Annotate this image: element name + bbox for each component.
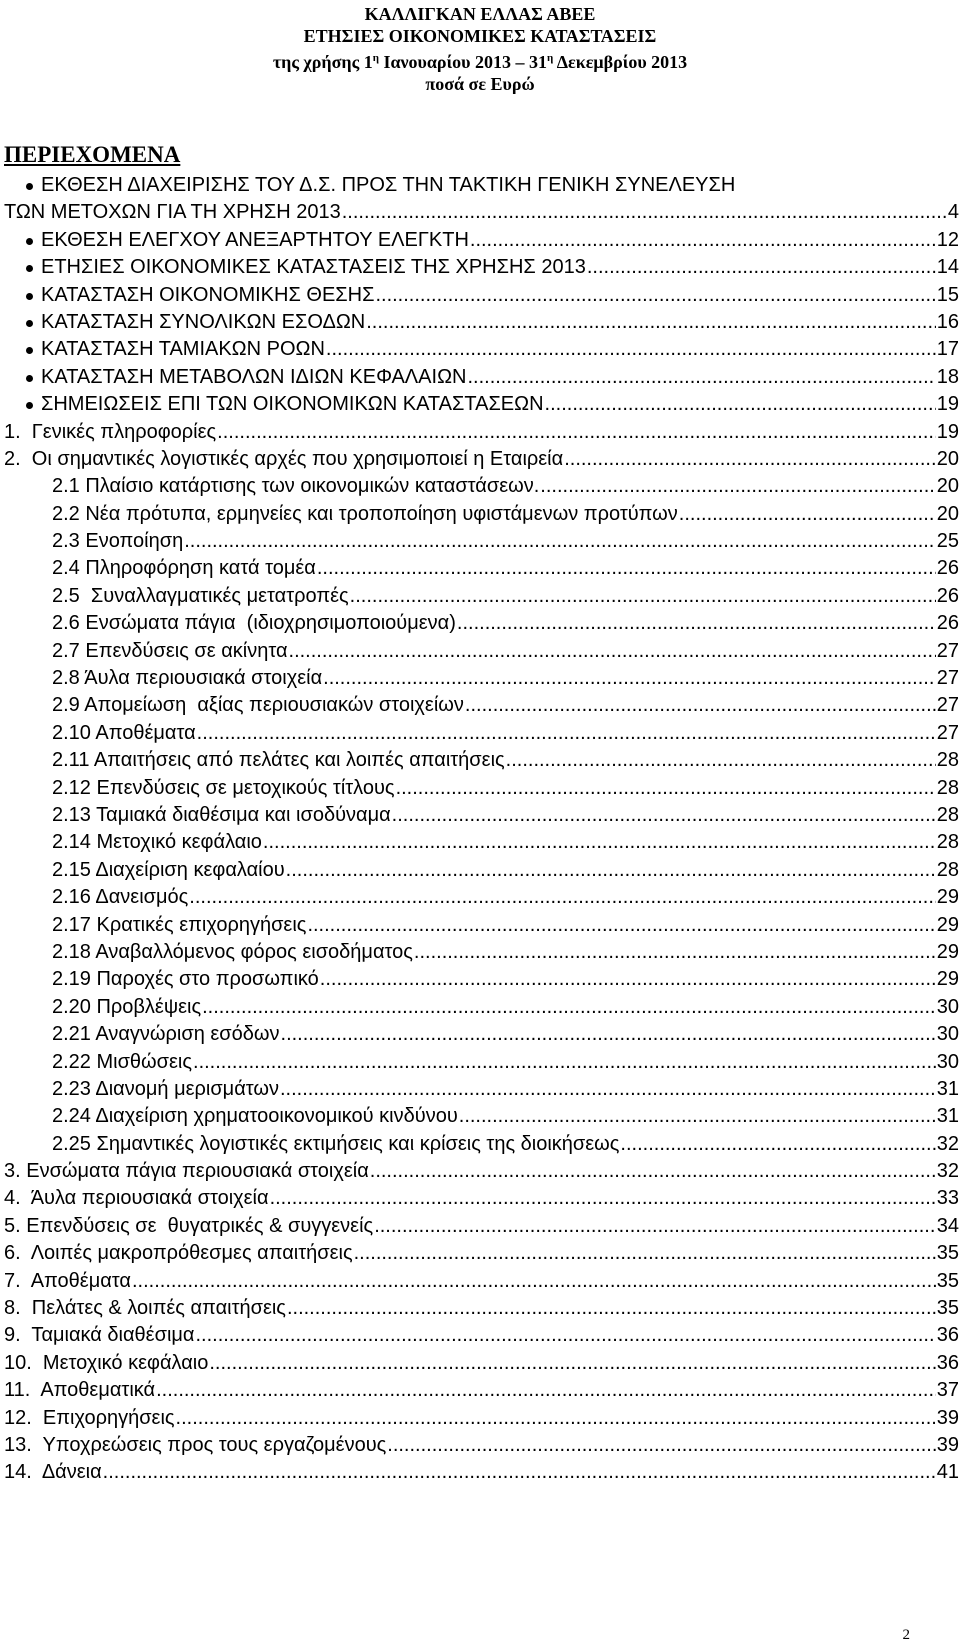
- toc-entry-title: 2. Οι σημαντικές λογιστικές αρχές που χρησιμοποιεί η Εταιρεία: [4, 447, 564, 470]
- toc-entry-page: 30: [936, 995, 959, 1018]
- toc-entry-title: 2.2 Νέα πρότυπα, ερμηνείες και τροποποίηση υφιστάμενων προτύπων: [52, 502, 678, 525]
- leader-dots: [470, 227, 936, 254]
- leader-dots: [270, 1185, 936, 1212]
- period-part-b: Ιανουαρίου 2013 – 31: [378, 52, 547, 72]
- toc-entry-page: 29: [936, 940, 959, 963]
- toc-entry-title: 4. Άυλα περιουσιακά στοιχεία: [4, 1187, 269, 1210]
- leader-dots: [263, 829, 936, 856]
- toc-entry-page: 30: [936, 1050, 959, 1073]
- period-sup-a: η: [372, 52, 379, 64]
- toc-entry-title: 2.5 Συναλλαγματικές μετατροπές: [52, 584, 349, 607]
- leader-dots: [587, 254, 936, 281]
- leader-dots: [465, 692, 936, 719]
- toc-entry-title: 2.9 Απομείωση αξίας περιουσιακών στοιχείων: [52, 694, 464, 717]
- toc-entry[interactable]: [4, 501, 959, 528]
- toc-entry-page: 35: [936, 1297, 959, 1320]
- toc-entry[interactable]: [4, 446, 959, 473]
- leader-dots: [679, 501, 936, 528]
- table-of-contents: [4, 172, 959, 1487]
- toc-entry-title: 13. Υποχρεώσεις προς τους εργαζομένους: [4, 1433, 387, 1456]
- toc-entry-page: 28: [936, 776, 959, 799]
- leader-dots: [545, 391, 936, 418]
- toc-entry-page: 26: [936, 612, 959, 635]
- leader-dots: [287, 1295, 936, 1322]
- toc-entry-page: 19: [936, 393, 959, 416]
- leader-dots: [317, 555, 936, 582]
- toc-entry[interactable]: [4, 1459, 959, 1486]
- leader-dots: [195, 1322, 935, 1349]
- toc-entry-page: 14: [936, 256, 959, 279]
- toc-entry-title: 2.6 Ενσώματα πάγια (ιδιοχρησιμοποιούμενα): [52, 612, 456, 635]
- toc-entry-page: 30: [936, 1023, 959, 1046]
- toc-entry-title: 2.16 Δανεισμός: [52, 886, 189, 909]
- toc-entry-title: 2.12 Επενδύσεις σε μετοχικούς τίτλους: [52, 776, 395, 799]
- document-header: [0, 3, 960, 95]
- toc-entry-page: 34: [936, 1214, 959, 1237]
- leader-dots: [506, 747, 936, 774]
- toc-entry-page: 28: [936, 749, 959, 772]
- toc-entry-title: 2.25 Σημαντικές λογιστικές εκτιμήσεις και κρίσεις της διοικήσεως: [52, 1132, 620, 1155]
- toc-entry-title: 6. Λοιπές μακροπρόθεσμες απαιτήσεις: [4, 1242, 353, 1265]
- toc-entry-page: 31: [936, 1105, 959, 1128]
- toc-entry[interactable]: [4, 610, 959, 637]
- toc-entry-title: 2.17 Κρατικές επιχορηγήσεις: [52, 913, 307, 936]
- toc-entry-page: 28: [936, 831, 959, 854]
- leader-dots: [414, 939, 936, 966]
- toc-entry[interactable]: [4, 364, 959, 391]
- toc-entry[interactable]: [4, 227, 959, 254]
- leader-dots: [323, 665, 936, 692]
- toc-entry[interactable]: [4, 665, 959, 692]
- period-sup-b: η: [547, 52, 554, 64]
- toc-entry[interactable]: [4, 1350, 959, 1377]
- toc-entry-page: 28: [936, 803, 959, 826]
- toc-entry-page: 29: [936, 886, 959, 909]
- toc-entry-title: 2.24 Διαχείριση χρηματοοικονομικού κινδύνου: [52, 1105, 458, 1128]
- toc-entry-page: 35: [936, 1242, 959, 1265]
- toc-entry-page: 20: [936, 502, 959, 525]
- toc-entry[interactable]: [4, 1432, 959, 1459]
- toc-entry[interactable]: [4, 555, 959, 582]
- leader-dots: [392, 802, 936, 829]
- leader-dots: [156, 1377, 936, 1404]
- leader-dots: [286, 857, 936, 884]
- leader-dots: [540, 473, 935, 500]
- toc-entry-page: 26: [936, 584, 959, 607]
- toc-entry[interactable]: [4, 638, 959, 665]
- leader-dots: [217, 419, 936, 446]
- document-subtitle: ΕΤΗΣΙΕΣ ΟΙΚΟΝΟΜΙΚΕΣ ΚΑΤΑΣΤΑΣΕΙΣ: [303, 26, 657, 46]
- toc-entry-page: 31: [936, 1077, 959, 1100]
- toc-entry-page: 25: [936, 530, 959, 553]
- toc-entry[interactable]: [4, 1021, 959, 1048]
- leader-dots: [320, 966, 936, 993]
- toc-entry-page: 32: [936, 1160, 959, 1183]
- toc-entry[interactable]: [4, 1049, 959, 1076]
- leader-dots: [366, 309, 936, 336]
- toc-entry-page: 15: [936, 283, 959, 306]
- toc-entry[interactable]: [4, 1295, 959, 1322]
- toc-entry[interactable]: [4, 829, 959, 856]
- toc-entry-title: 2.21 Αναγνώριση εσόδων: [52, 1023, 280, 1046]
- toc-entry-title: ΣΗΜΕΙΩΣΕΙΣ ΕΠΙ ΤΩΝ ΟΙΚΟΝΟΜΙΚΩΝ ΚΑΤΑΣΤΑΣΕΩΝ: [41, 393, 544, 416]
- period-part-c: Δεκεμβρίου 2013: [553, 52, 688, 72]
- toc-entry[interactable]: [4, 966, 959, 993]
- toc-entry-title: ΤΩΝ ΜΕΤΟΧΩΝ ΓΙΑ ΤΗ ΧΡΗΣΗ 2013: [4, 201, 341, 224]
- toc-entry-page: 33: [936, 1187, 959, 1210]
- toc-entry-title: 8. Πελάτες & λοιπές απαιτήσεις: [4, 1297, 286, 1320]
- toc-entry[interactable]: [4, 309, 959, 336]
- toc-entry-page: 18: [936, 365, 959, 388]
- toc-entry-title: 9. Ταμιακά διαθέσιμα: [4, 1324, 195, 1347]
- toc-entry[interactable]: [4, 583, 959, 610]
- toc-entry-title: 2.14 Μετοχικό κεφάλαιο: [52, 831, 262, 854]
- toc-entry-page: 27: [936, 721, 959, 744]
- leader-dots: [342, 199, 947, 226]
- toc-entry-title: 1. Γενικές πληροφορίες: [4, 420, 217, 443]
- bullet-icon: [26, 375, 33, 382]
- toc-entry-title: 2.23 Διανομή μερισμάτων: [52, 1077, 279, 1100]
- leader-dots: [281, 1021, 936, 1048]
- toc-entry[interactable]: [4, 994, 959, 1021]
- bullet-icon: [26, 293, 33, 300]
- toc-entry[interactable]: [4, 1103, 959, 1130]
- toc-entry[interactable]: [4, 254, 959, 281]
- toc-entry-title: 2.3 Ενοποίηση: [52, 530, 184, 553]
- leader-dots: [202, 994, 936, 1021]
- toc-entry[interactable]: [4, 1131, 959, 1158]
- toc-entry-title: 2.22 Μισθώσεις: [52, 1050, 193, 1073]
- toc-entry-page: 41: [936, 1461, 959, 1484]
- toc-entry-title: 2.7 Επενδύσεις σε ακίνητα: [52, 639, 288, 662]
- toc-entry-title: 2.4 Πληροφόρηση κατά τομέα: [52, 557, 316, 580]
- toc-entry-page: 20: [936, 475, 959, 498]
- leader-dots: [396, 775, 936, 802]
- toc-entry-title: 7. Αποθέματα: [4, 1269, 131, 1292]
- toc-entry-page: 20: [936, 447, 959, 470]
- toc-entry[interactable]: [4, 1158, 959, 1185]
- toc-entry[interactable]: [4, 1405, 959, 1432]
- toc-entry-title: ΕΚΘΕΣΗ ΔΙΑΧΕΙΡΙΣΗΣ ΤΟΥ Δ.Σ. ΠΡΟΣ ΤΗΝ ΤΑΚΤΙΚΗ ΓΕΝΙΚΗ ΣΥΝΕΛΕΥΣΗ: [41, 174, 736, 196]
- toc-entry-title: ΚΑΤΑΣΤΑΣΗ ΤΑΜΙΑΚΩΝ ΡΟΩΝ: [41, 338, 325, 361]
- toc-entry-title: 14. Δάνεια: [4, 1461, 102, 1484]
- period-part-a: της χρήσης 1: [272, 52, 373, 72]
- toc-title: ΠΕΡΙΕΧΟΜΕΝΑ: [4, 142, 181, 167]
- toc-entry-page: 36: [936, 1351, 959, 1374]
- toc-entry-page: 16: [936, 310, 959, 333]
- toc-entry-title: ΚΑΤΑΣΤΑΣΗ ΣΥΝΟΛΙΚΩΝ ΕΣΟΔΩΝ: [41, 310, 366, 333]
- toc-entry-title: 3. Ενσώματα πάγια περιουσιακά στοιχεία: [4, 1160, 369, 1183]
- toc-entry-page: 29: [936, 968, 959, 991]
- toc-entry-title: ΚΑΤΑΣΤΑΣΗ ΜΕΤΑΒΟΛΩΝ ΙΔΙΩΝ ΚΕΦΑΛΑΙΩΝ: [41, 365, 467, 388]
- leader-dots: [289, 638, 936, 665]
- toc-entry[interactable]: [4, 775, 959, 802]
- toc-entry-page: 37: [936, 1379, 959, 1402]
- toc-entry-page: 28: [936, 858, 959, 881]
- toc-entry[interactable]: [4, 199, 959, 226]
- leader-dots: [176, 1405, 936, 1432]
- toc-entry-title: 5. Επενδύσεις σε θυγατρικές & συγγενείς: [4, 1214, 374, 1237]
- toc-entry-title: ΕΤΗΣΙΕΣ ΟΙΚΟΝΟΜΙΚΕΣ ΚΑΤΑΣΤΑΣΕΙΣ ΤΗΣ ΧΡΗΣΗΣ 2013: [41, 256, 586, 279]
- page-number: 2: [902, 1627, 910, 1643]
- leader-dots: [209, 1350, 935, 1377]
- leader-dots: [467, 364, 935, 391]
- toc-entry-title: 2.10 Αποθέματα: [52, 721, 196, 744]
- toc-entry-page: 39: [936, 1433, 959, 1456]
- toc-entry-page: 17: [936, 338, 959, 361]
- leader-dots: [197, 720, 936, 747]
- toc-entry[interactable]: [4, 747, 959, 774]
- toc-entry[interactable]: [4, 1076, 959, 1103]
- toc-entry[interactable]: [4, 692, 959, 719]
- toc-entry[interactable]: [4, 172, 959, 199]
- leader-dots: [370, 1158, 936, 1185]
- toc-entry-title: 2.1 Πλαίσιο κατάρτισης των οικονομικών καταστάσεων.: [52, 475, 540, 498]
- leader-dots: [457, 610, 936, 637]
- leader-dots: [350, 583, 936, 610]
- toc-entry[interactable]: [4, 473, 959, 500]
- bullet-icon: [26, 238, 33, 245]
- toc-entry[interactable]: [4, 912, 959, 939]
- leader-dots: [564, 446, 936, 473]
- toc-entry[interactable]: [4, 1268, 959, 1295]
- toc-entry-page: 26: [936, 557, 959, 580]
- bullet-icon: [26, 183, 33, 190]
- leader-dots: [103, 1459, 936, 1486]
- toc-entry-title: 2.20 Προβλέψεις: [52, 995, 202, 1018]
- toc-entry-page: 12: [936, 228, 959, 251]
- toc-entry[interactable]: [4, 391, 959, 418]
- currency-note: ποσά σε Ευρώ: [425, 74, 535, 94]
- toc-entry-title: 2.18 Αναβαλλόμενος φόρος εισοδήματος: [52, 940, 413, 963]
- leader-dots: [189, 884, 935, 911]
- bullet-icon: [26, 320, 33, 327]
- toc-entry-page: 35: [936, 1269, 959, 1292]
- leader-dots: [280, 1076, 936, 1103]
- toc-entry[interactable]: [4, 939, 959, 966]
- toc-entry-title: 2.15 Διαχείριση κεφαλαίου: [52, 858, 285, 881]
- reporting-period: [0, 47, 960, 73]
- toc-entry-page: 27: [936, 639, 959, 662]
- leader-dots: [307, 912, 935, 939]
- toc-entry-title: ΕΚΘΕΣΗ ΕΛΕΓΧΟΥ ΑΝΕΞΑΡΤΗΤΟΥ ΕΛΕΓΚΤΗ: [41, 228, 469, 251]
- toc-entry-title: 2.11 Απαιτήσεις από πελάτες και λοιπές απαιτήσεις: [52, 749, 505, 772]
- toc-entry-page: 32: [936, 1132, 959, 1155]
- leader-dots: [184, 528, 936, 555]
- toc-entry[interactable]: [4, 1185, 959, 1212]
- toc-entry-title: 2.8 Άυλα περιουσιακά στοιχεία: [52, 667, 323, 690]
- toc-entry-title: 2.19 Παροχές στο προσωπικό: [52, 968, 319, 991]
- leader-dots: [375, 282, 935, 309]
- toc-entry[interactable]: [4, 1240, 959, 1267]
- toc-entry[interactable]: [4, 857, 959, 884]
- toc-entry-page: 29: [936, 913, 959, 936]
- toc-entry-title: ΚΑΤΑΣΤΑΣΗ ΟΙΚΟΝΟΜΙΚΗΣ ΘΕΣΗΣ: [41, 283, 375, 306]
- toc-entry[interactable]: [4, 282, 959, 309]
- toc-entry[interactable]: [4, 884, 959, 911]
- leader-dots: [193, 1049, 936, 1076]
- leader-dots: [374, 1213, 936, 1240]
- toc-entry-page: 27: [936, 667, 959, 690]
- toc-entry[interactable]: [4, 336, 959, 363]
- toc-entry-title: 11. Αποθεματικά: [4, 1379, 156, 1402]
- toc-entry[interactable]: [4, 1213, 959, 1240]
- company-name: ΚΑΛΛΙΓΚΑΝ ΕΛΛΑΣ ΑΒΕΕ: [364, 4, 596, 24]
- toc-entry-page: 39: [936, 1406, 959, 1429]
- leader-dots: [459, 1103, 936, 1130]
- toc-entry-title: 12. Επιχορηγήσεις: [4, 1406, 175, 1429]
- toc-entry[interactable]: [4, 1377, 959, 1404]
- toc-entry[interactable]: [4, 720, 959, 747]
- leader-dots: [326, 336, 936, 363]
- toc-entry-title: 2.13 Ταμιακά διαθέσιμα και ισοδύναμα: [52, 803, 391, 826]
- leader-dots: [387, 1432, 935, 1459]
- toc-entry-title: 10. Μετοχικό κεφάλαιο: [4, 1351, 209, 1374]
- toc-entry[interactable]: [4, 528, 959, 555]
- toc-entry-page: 19: [936, 420, 959, 443]
- leader-dots: [620, 1131, 935, 1158]
- leader-dots: [354, 1240, 936, 1267]
- toc-entry[interactable]: [4, 1322, 959, 1349]
- toc-entry-page: 36: [936, 1324, 959, 1347]
- toc-entry[interactable]: [4, 802, 959, 829]
- leader-dots: [132, 1268, 936, 1295]
- toc-entry-page: 27: [936, 694, 959, 717]
- toc-entry[interactable]: [4, 419, 959, 446]
- toc-entry-page: 4: [947, 201, 959, 224]
